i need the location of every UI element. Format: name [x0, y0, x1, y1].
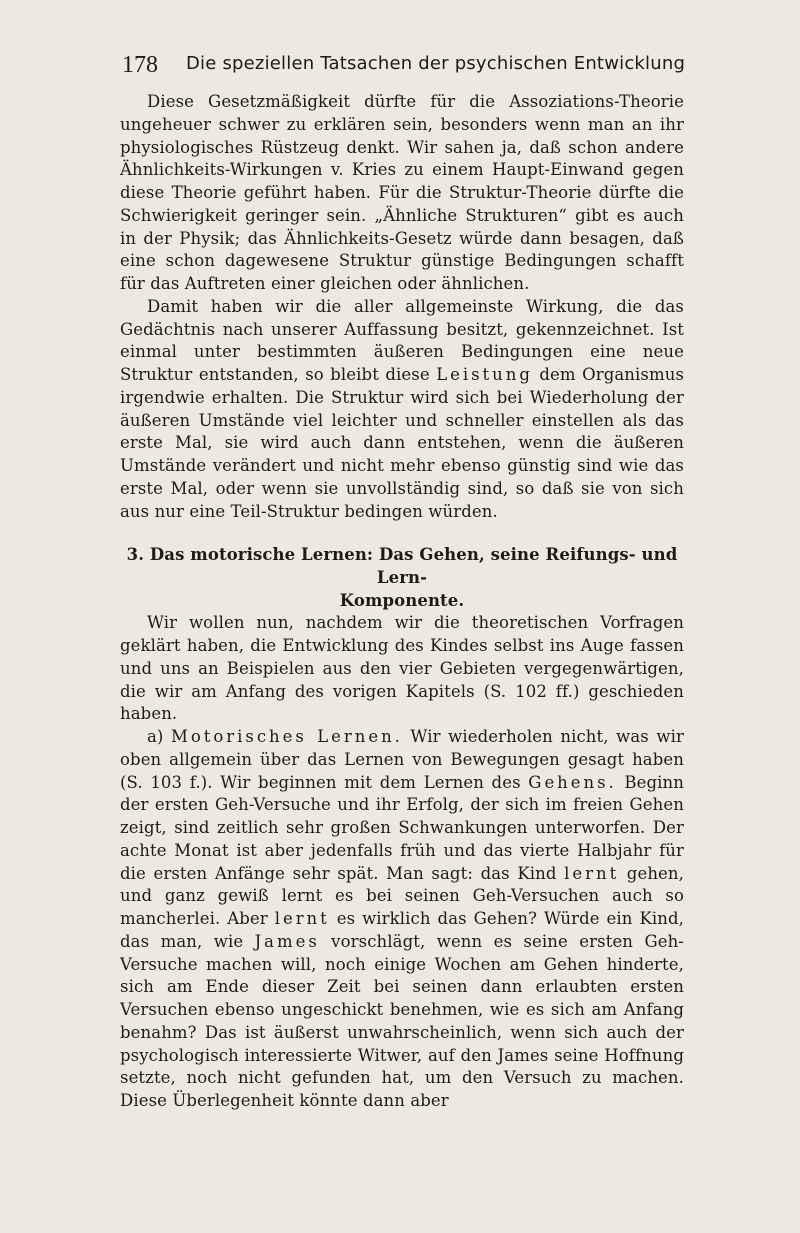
emphasis-lernt-second: lernt [274, 909, 330, 928]
paragraph-similarity-law: Diese Gesetzmäßigkeit dürfte für die Assoziations-Theorie ungeheuer schwer zu erklären sein, besonders wenn man an ihr physiologisches Rüstzeug denkt. Wir sahen ja, daß schon andere Ähnlichkeits-Wirkungen v. Kries zu einem Haupt-Einwand gegen diese Theorie geführt haben. Für die Struktur-Theorie dürfte die Schwierigkeit geringer sein. „Ähnliche Strukturen“ gibt es auch in der Physik; das Ähnlichkeits-Gesetz würde dann besagen, daß eine schon dagewesene Struktur günstige Bedingungen schafft für das Auftreten einer gleichen oder ähnlichen. [120, 92, 684, 293]
body-text [120, 91, 684, 1113]
paragraph-memory-effect [120, 296, 684, 524]
motor-learning-text-5: vorschlägt, wenn es seine ersten Geh-Versuche machen will, noch einige Wochen am Gehen hinderte, sich am Ende dieser Zeit bei seinen dann erlaubten ersten Versuchen ebenso ungeschickt benehmen, wie es sich am Anfang benahm? Das ist äußerst unwahrscheinlich, wenn sich auch der psychologisch interessierte Witwer, auf den James seine Hoffnung setzte, noch nicht gefunden hat, um den Versuch zu machen. Diese Überlegenheit könnte dann aber [120, 931, 684, 1110]
emphasis-james: James [254, 931, 320, 951]
subsection-title: Motorisches Lernen. [171, 727, 403, 746]
paragraph-memory-effect-text-start: Damit haben wir die aller allgemeinste Wirkung, die das Gedächtnis nach unserer Auffassung besitzt, gekennzeichnet. Ist einmal unter bestimmten äußeren Bedingungen eine neue Struktur entstanden, so bleibt diese [120, 296, 684, 384]
paragraph-motor-learning [120, 726, 684, 1113]
motor-learning-text-1: Wir wiederholen nicht, was wir oben allgemein über das Lernen von Bewegungen gesagt haben (S. 103 f.). Wir beginnen mit dem Lernen des [120, 727, 684, 792]
paragraph-introduction: Wir wollen nun, nachdem wir die theoretischen Vorfragen geklärt haben, die Entwicklung des Kindes selbst ins Auge fassen und uns an Beispielen aus den vier Gebieten vergegenwärtigen, die wir am Anfang des vorigen Kapitels (S. 102 ff.) geschieden haben. [120, 613, 684, 724]
motor-learning-text-2: Beginn der ersten Geh-Versuche und ihr Erfolg, der sich im freien Gehen zeigt, sind zeitlich sehr großen Schwankungen unterworfen. Der achte Monat ist aber jedenfalls früh und das vierte Halbjahr für die ersten Anfänge sehr spät. Man sagt: das Kind [120, 772, 684, 883]
running-title: Die speziellen Tatsachen der psychischen Entwicklung [186, 53, 686, 74]
paragraph-memory-effect-text-end: dem Organismus irgendwie erhalten. Die Struktur wird sich bei Wiederholung der äußeren Umstände viel leichter und schneller einstellen als das erste Mal, sie wird auch dann entstehen, wenn die äußeren Umstände verändert und nicht mehr ebenso günstig sind wie das erste Mal, oder wenn sie unvollständig sind, so daß sie von sich aus nur eine Teil-Struktur bedingen würden. [120, 365, 685, 521]
running-head [122, 50, 692, 82]
emphasis-leistung: Leistung [436, 365, 533, 384]
motor-learning-text-4: es wirklich das Gehen? Würde ein Kind, das man, wie [120, 909, 685, 951]
motor-learning-text-3: gehen, und ganz gewiß lernt es bei seinen Geh-Versuchen auch so mancherlei. Aber [120, 863, 684, 928]
section-heading-line-2: Komponente. [339, 591, 465, 611]
emphasis-lernt-first: lernt [564, 863, 620, 883]
section-heading-line-1: 3. Das motorische Lernen: Das Gehen, seine Reifungs- und Lern- [126, 545, 678, 588]
subsection-marker: a) [147, 727, 172, 746]
page-number: 178 [122, 52, 158, 78]
section-heading [120, 543, 684, 612]
emphasis-gehens: Gehens. [528, 772, 617, 792]
